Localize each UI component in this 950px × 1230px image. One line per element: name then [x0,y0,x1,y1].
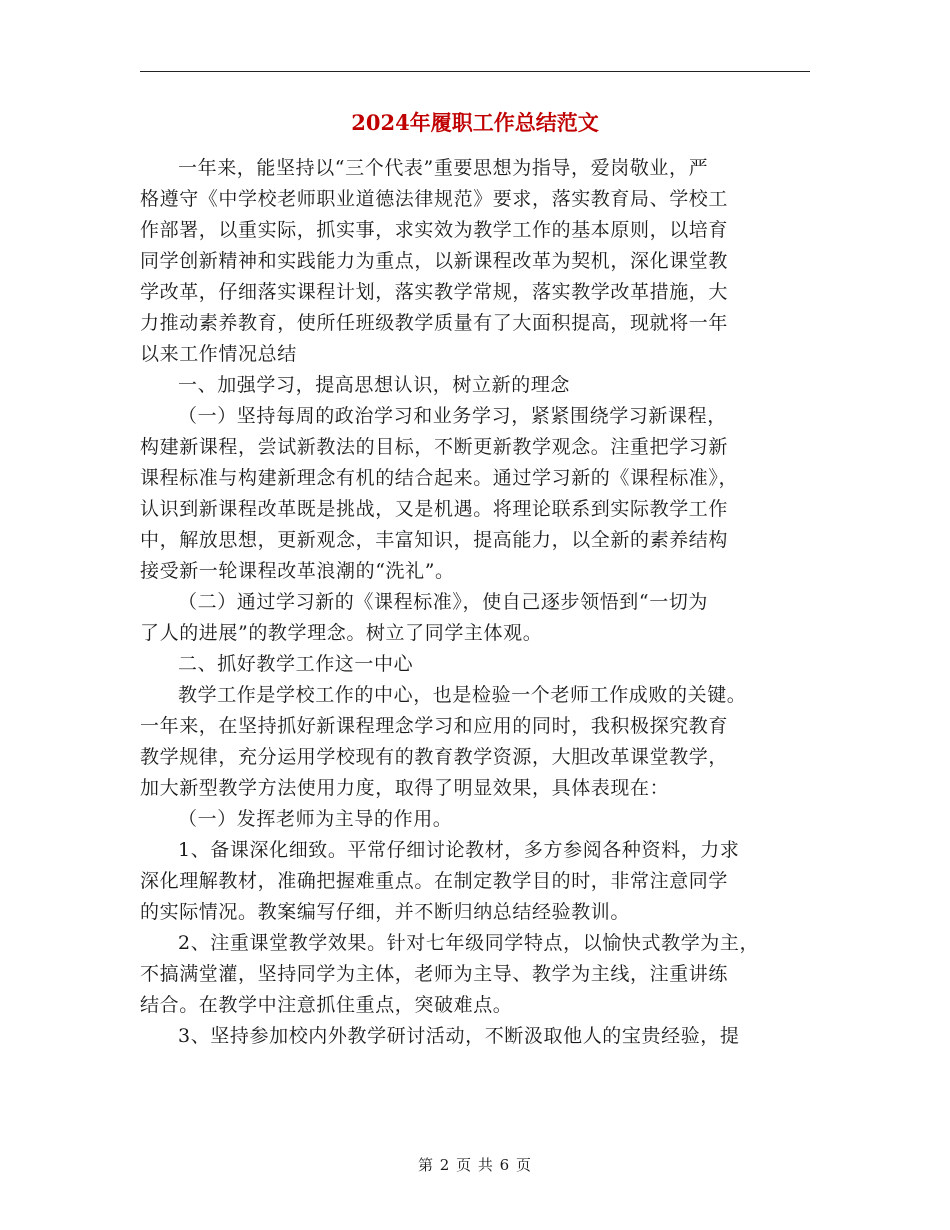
section-heading [140,649,820,680]
text-line: 二、抓好教学工作这一中心 [178,653,414,675]
text-line: 接受新一轮课程改革浪潮的“洗礼”。 [140,560,455,582]
text-line: 结合。在教学中注意抓住重点，突破难点。 [140,994,513,1016]
header-rule [140,71,810,72]
paragraph [140,680,820,804]
paragraph [140,587,820,649]
text-line: 构建新课程，尝试新教法的目标，不断更新教学观念。注重把学习新 [140,436,729,458]
sub-heading [140,804,820,835]
text-line: 3、坚持参加校内外教学研讨活动，不断汲取他人的宝贵经验，提 [178,1025,740,1047]
document-body [140,153,820,1052]
text-line: 的实际情况。教案编写仔细，并不断归纳总结经验教训。 [140,901,631,923]
paragraph [140,401,820,587]
text-line: 认识到新课程改革既是挑战，又是机遇。将理论联系到实际教学工作 [140,498,729,520]
page-number: 第 2 页 共 6 页 [418,1156,532,1174]
text-line: 2、注重课堂教学效果。针对七年级同学特点，以愉快式教学为主， [178,932,760,954]
text-line: 深化理解教材，准确把握难重点。在制定教学目的时，非常注意同学 [140,870,729,892]
text-line: （一）发挥老师为主导的作用。 [178,808,453,830]
text-line: （一）坚持每周的政治学习和业务学习，紧紧围绕学习新课程， [178,405,727,427]
text-line: 不搞满堂灌，坚持同学为主体，老师为主导、教学为主线，注重讲练 [140,963,729,985]
text-line: 作部署，以重实际，抓实事，求实效为教学工作的基本原则，以培育 [140,219,729,241]
text-line: 一年来，能坚持以“三个代表”重要思想为指导，爱岗敬业，严 [178,157,709,179]
text-line: 一年来，在坚持抓好新课程理念学习和应用的同时，我积极探究教育 [140,715,729,737]
text-line: 了人的进展”的教学理念。树立了同学主体观。 [140,622,543,644]
paragraph [140,928,820,1021]
text-line: 同学创新精神和实践能力为重点，以新课程改革为契机，深化课堂教 [140,250,729,272]
text-line: 教学工作是学校工作的中心，也是检验一个老师工作成败的关键。 [178,684,747,706]
text-line: 格遵守《中学校老师职业道德法律规范》要求，落实教育局、学校工 [140,188,729,210]
paragraph [140,153,820,370]
text-line: 力推动素养教育，使所任班级教学质量有了大面积提高，现就将一年 [140,312,729,334]
text-line: 课程标准与构建新理念有机的结合起来。通过学习新的《课程标准》， [140,467,739,489]
paragraph [140,835,820,928]
section-heading [140,370,820,401]
text-line: 一、加强学习，提高思想认识，树立新的理念 [178,374,571,396]
paragraph [140,1021,820,1052]
text-line: 学改革，仔细落实课程计划，落实教学常规，落实教学改革措施，大 [140,281,729,303]
text-line: （二）通过学习新的《课程标准》，使自己逐步领悟到“一切为 [178,591,709,613]
text-line: 加大新型教学方法使用力度，取得了明显效果，具体表现在： [140,777,670,799]
document-title: 2024年履职工作总结范文 [351,110,599,135]
text-line: 1、备课深化细致。平常仔细讨论教材，多方参阅各种资料，力求 [178,839,740,861]
text-line: 教学规律，充分运用学校现有的教育教学资源，大胆改革课堂教学， [140,746,729,768]
text-line: 中，解放思想，更新观念，丰富知识，提高能力，以全新的素养结构 [140,529,729,551]
text-line: 以来工作情况总结 [140,343,297,365]
